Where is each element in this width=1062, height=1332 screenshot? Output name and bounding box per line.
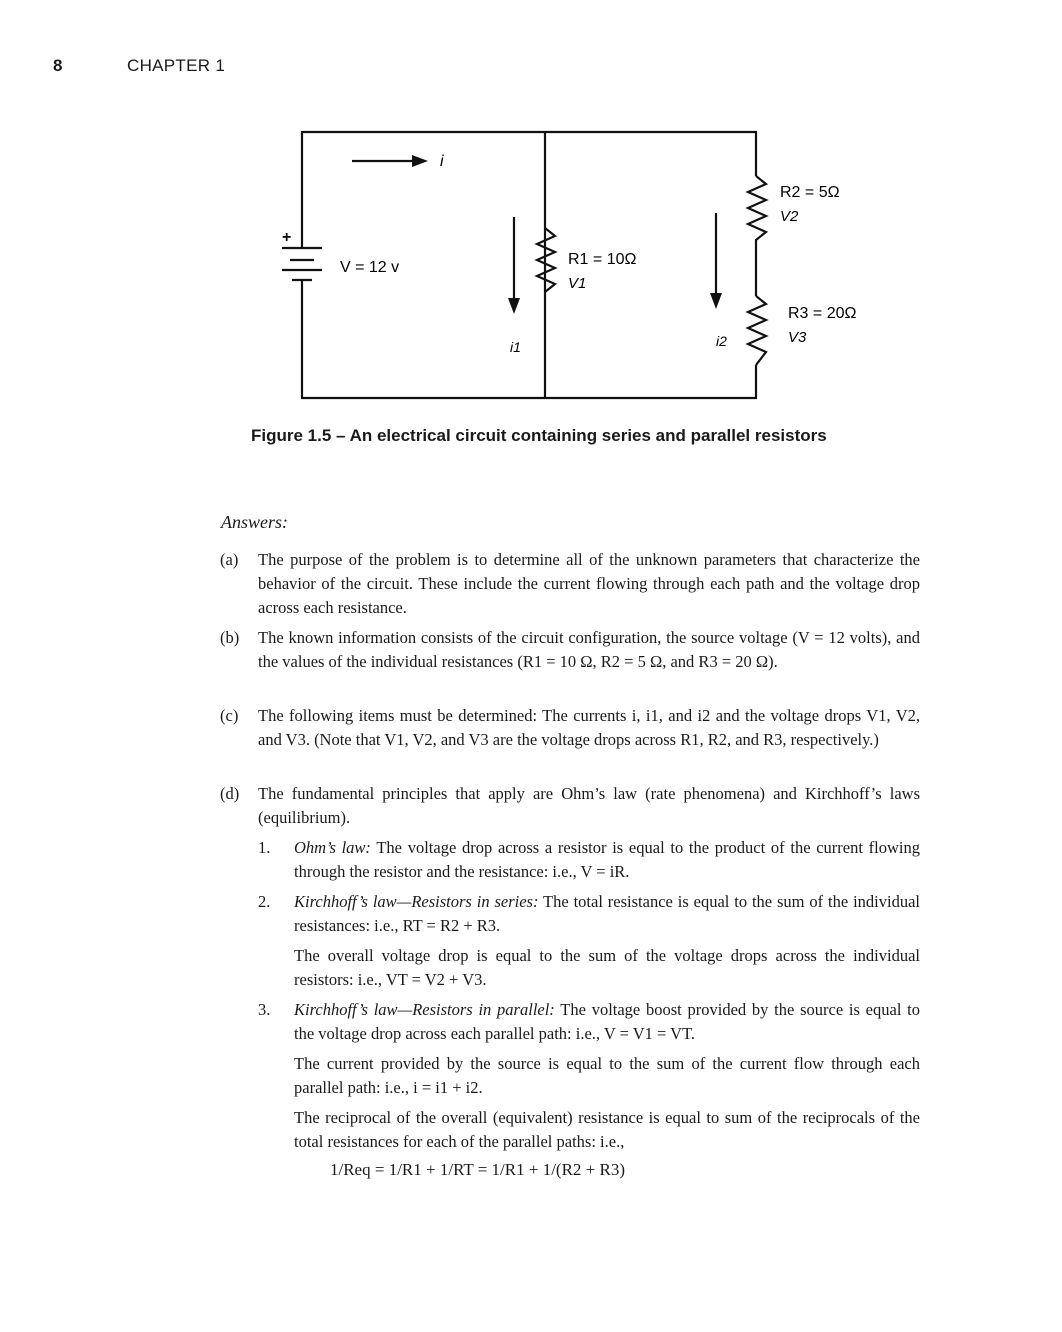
wire-top	[302, 132, 756, 248]
principle-3-number: 3.	[258, 1000, 271, 1019]
page-number: 8	[53, 56, 63, 75]
arrow-i-head	[412, 155, 428, 167]
principle-2-text: The total resistance is equal to the sum of the individual resistances: i.e., RT = R2 + R3.	[294, 892, 920, 935]
principle-2-title: Kirchhoff’s law—Resistors in series:	[294, 892, 539, 911]
answer-a-label: (a)	[220, 550, 239, 569]
answer-a-text: The purpose of the problem is to determine all of the unknown parameters that characterize the behavior of the circuit. These include the current flowing through each path and the voltage drop across each resistance.	[258, 550, 920, 617]
principle-1-number: 1.	[258, 838, 271, 857]
answer-d-text: The fundamental principles that apply are Ohm’s law (rate phenomena) and Kirchhoff’s laws (equilibrium).	[258, 784, 920, 827]
principle-3-extra-1: The current provided by the source is equal to the sum of the current flow through each parallel path: i.e., i = i1 + i2.	[294, 1054, 920, 1097]
arrow-i1-head	[508, 298, 520, 314]
answer-c-text: The following items must be determined: The currents i, i1, and i2 and the voltage drops V1, V2, and V3. (Note that V1, V2, and V3 are the voltage drops across R1, R2, and R3, respectively.)	[258, 706, 920, 749]
battery-plus-label: +	[282, 229, 292, 246]
v3-label: V3	[788, 329, 807, 346]
principle-1	[258, 836, 920, 884]
principle-2-extra: The overall voltage drop is equal to the sum of the voltage drops across the individual resistors: i.e., VT = V2 + V3.	[294, 946, 920, 989]
chapter-title: CHAPTER 1	[127, 56, 226, 75]
source-voltage-label: V = 12 v	[340, 259, 400, 276]
principle-1-title: Ohm’s law:	[294, 838, 371, 857]
r1-value-label: R1 = 10Ω	[568, 251, 637, 268]
current-i2-label: i2	[716, 333, 727, 349]
equivalent-resistance-equation: 1/Req = 1/R1 + 1/RT = 1/R1 + 1/(R2 + R3)	[330, 1160, 626, 1179]
arrow-i2-head	[710, 293, 722, 309]
principle-1-text: The voltage drop across a resistor is equal to the product of the current flowing through the resistor and the resistance: i.e., V = iR.	[294, 838, 920, 881]
circuit-diagram	[260, 120, 900, 410]
principle-2	[258, 890, 920, 938]
answer-c-label: (c)	[220, 706, 239, 725]
current-i1-label: i1	[510, 339, 521, 355]
resistor-r3	[748, 296, 766, 365]
current-i-label: i	[440, 153, 444, 170]
r3-value-label: R3 = 20Ω	[788, 305, 857, 322]
answer-a	[220, 548, 920, 620]
principle-3	[258, 998, 920, 1046]
answer-d	[220, 782, 920, 830]
resistor-r2	[748, 176, 766, 296]
answers-heading: Answers:	[221, 512, 288, 532]
answer-b-label: (b)	[220, 628, 240, 647]
answer-b	[220, 626, 920, 674]
wire-bottom	[302, 280, 756, 398]
principle-3-title: Kirchhoff’s law—Resistors in parallel:	[294, 1000, 555, 1019]
answer-b-text: The known information consists of the circuit configuration, the source voltage (V = 12 volts), and the values of the individual resistances (R1 = 10 Ω, R2 = 5 Ω, and R3 = 20 Ω).	[258, 628, 920, 671]
r2-value-label: R2 = 5Ω	[780, 184, 840, 201]
answer-c	[220, 704, 920, 752]
v2-label: V2	[780, 208, 799, 225]
figure-caption: Figure 1.5 – An electrical circuit containing series and parallel resistors	[251, 426, 827, 445]
principle-2-number: 2.	[258, 892, 271, 911]
principle-3-extra-2: The reciprocal of the overall (equivalent) resistance is equal to sum of the reciprocals of the total resistances for each of the parallel paths: i.e.,	[294, 1108, 920, 1151]
v1-label: V1	[568, 275, 587, 292]
answer-d-label: (d)	[220, 784, 240, 803]
principle-3-text: The voltage boost provided by the source is equal to the voltage drop across each parallel path: i.e., V = V1 = VT.	[294, 1000, 921, 1043]
